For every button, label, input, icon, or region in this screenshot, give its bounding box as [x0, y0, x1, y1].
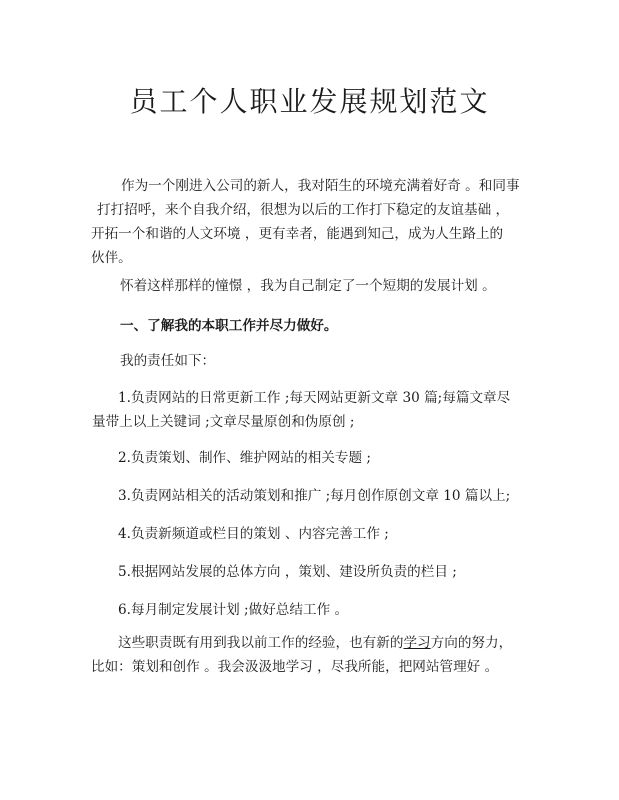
responsibility-item-3: 3.负责网站相关的活动策划和推广 ;每月创作原创文章 10 篇以上;	[118, 488, 511, 504]
responsibilities-label: 我的责任如下：	[120, 353, 216, 369]
section-heading: 一、了解我的本职工作并尽力做好。	[120, 318, 338, 334]
intro-line: 开拓一个和谐的人文环境 ，更有幸者，能遇到知己，成为人生路上的	[91, 226, 504, 242]
responsibility-item-2: 2.负责策划、制作、维护网站的相关专题 ;	[118, 450, 371, 466]
responsibility-item-1	[92, 386, 510, 434]
intro-paragraph	[91, 174, 520, 270]
item-line: 1.负责网站的日常更新工作 ;每天网站更新文章 30 篇;每篇文章尽	[118, 390, 511, 406]
intro-line: 作为一个刚进入公司的新人，我对陌生的环境充满着好奇 。和同事	[121, 178, 520, 194]
closing-line-2: 比如：策划和创作 。我会汲汲地学习 ，尽我所能，把网站管理好 。	[91, 659, 499, 675]
responsibility-item-5: 5.根据网站发展的总体方向 ，策划、建设所负责的栏目 ;	[118, 564, 457, 580]
closing-text: 这些职责既有用到我以前工作的经验，也有新的	[118, 635, 404, 651]
closing-text: 方向的努力，	[430, 635, 513, 651]
closing-paragraph	[91, 631, 512, 679]
closing-line-1	[118, 631, 512, 655]
intro-line: 伙伴。	[91, 250, 132, 266]
intro-line: 打打招呼，来个自我介绍，很想为以后的工作打下稳定的友谊基础 ，	[97, 202, 510, 218]
document-title: 员工个人职业发展规划范文	[129, 85, 490, 118]
responsibility-item-6: 6.每月制定发展计划 ;做好总结工作 。	[118, 602, 349, 618]
responsibility-item-4: 4.负责新频道或栏目的策划 、内容完善工作 ;	[118, 526, 389, 542]
plan-intro-paragraph: 怀着这样那样的憧憬 ，我为自己制定了一个短期的发展计划 。	[120, 278, 496, 294]
study-link[interactable]: 学习	[403, 635, 431, 651]
item-line: 量带上以上关键词 ;文章尽量原创和伪原创 ;	[92, 414, 355, 430]
